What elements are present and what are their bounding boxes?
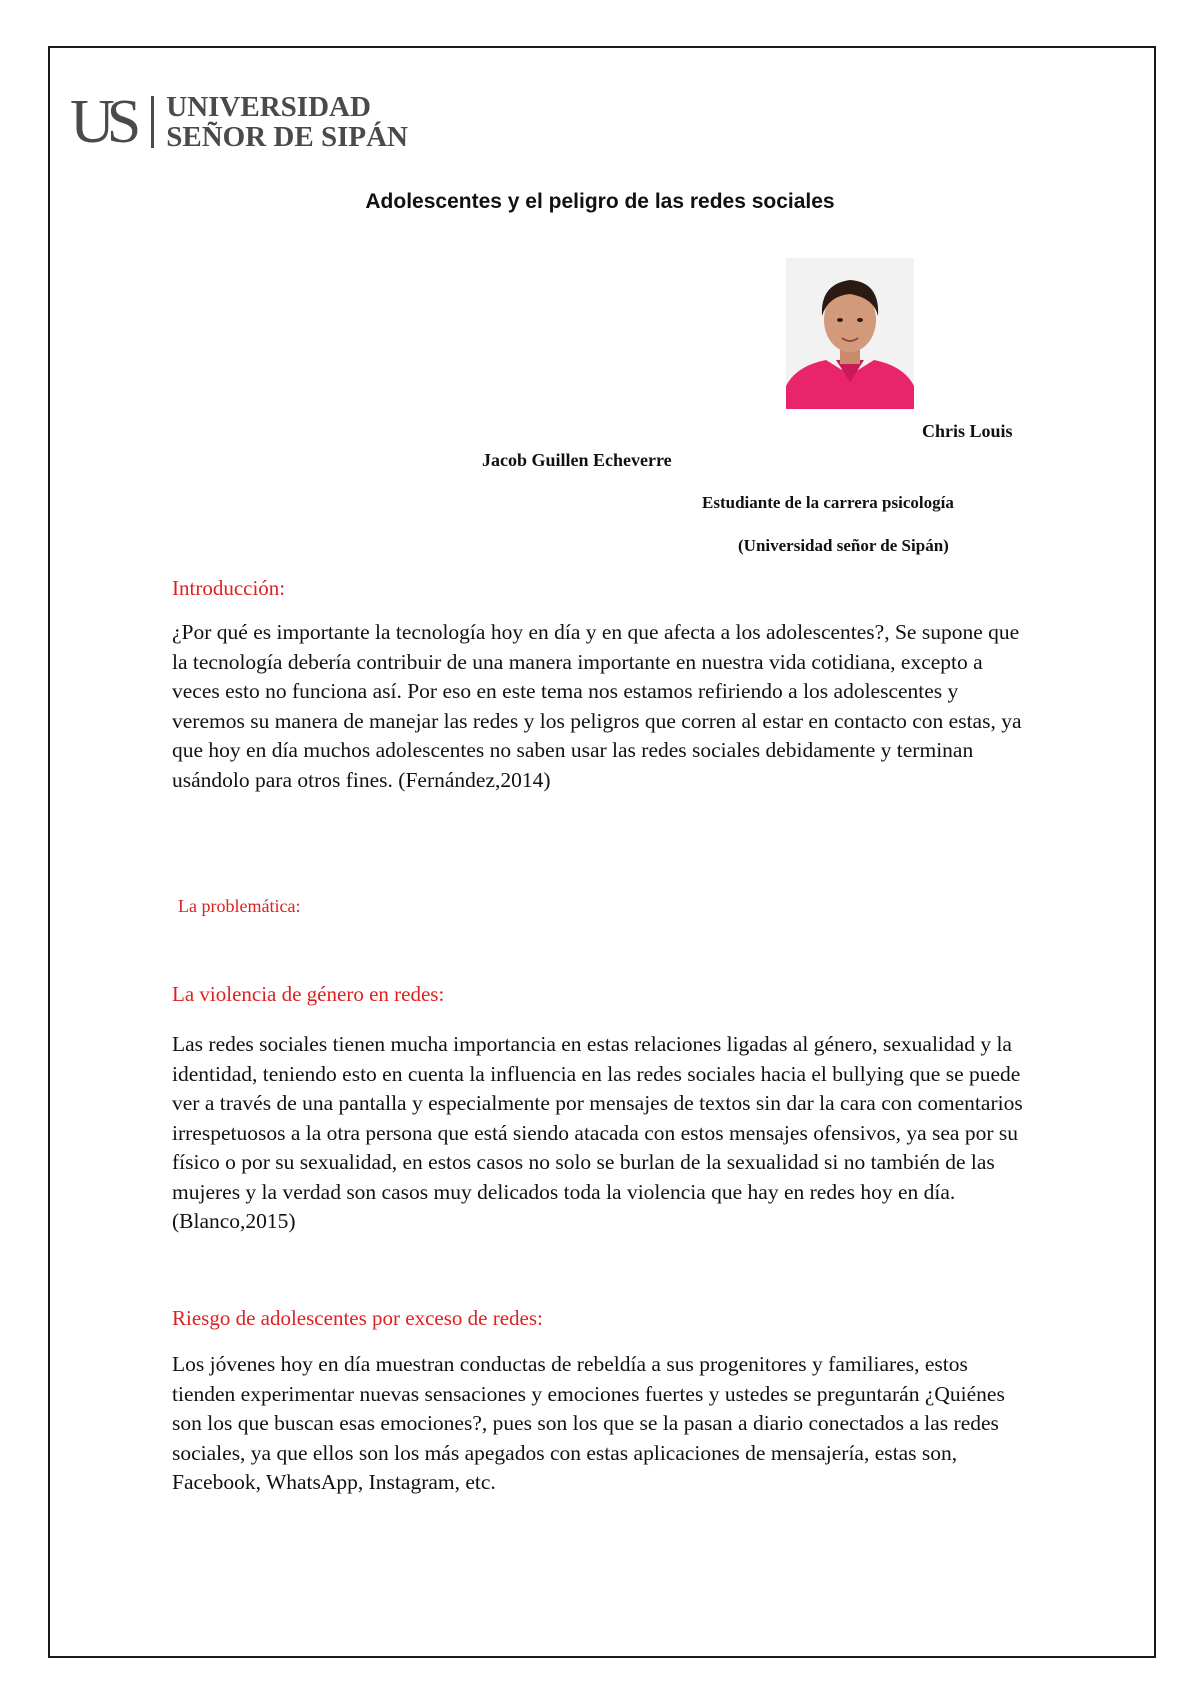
author-name-line-2: Jacob Guillen Echeverre <box>482 450 672 470</box>
problem-heading: La problemática: <box>178 896 301 916</box>
university-logo <box>70 88 408 156</box>
violence-paragraph: Las redes sociales tienen mucha importancia en estas relaciones ligadas al género, sexualidad y la identidad, teniendo esto en cuenta la influencia en las redes sociales hacia el bullying que se puede ver a través de una pantalla y especialmente por mensajes de textos sin dar la cara con comentarios irrespetuosos a la otra persona que está siendo atacada con estos mensajes ofensivos, ya sea por su físico o por su sexualidad, en estos casos no solo se burlan de la sexualidad si no también de las mujeres y la verdad son casos muy delicados toda la violencia que hay en redes hoy en día.(Blanco,2015) <box>172 1032 1023 1233</box>
intro-paragraph: ¿Por qué es importante la tecnología hoy en día y en que afecta a los adolescentes?, Se supone que la tecnología debería contribuir de una manera importante en nuestra vida cotidiana, excepto a veces esto no funciona así. Por eso en este tema nos estamos refiriendo a los adolescentes y veremos su manera de manejar las redes y los peligros que corren al estar en contacto con estas, ya que hoy en día muchos adolescentes no saben usar las redes sociales debidamente y terminan usándolo para otros fines. (Fernández,2014) <box>172 620 1022 792</box>
author-name-line-1: Chris Louis <box>922 421 1013 441</box>
logo-line-1: UNIVERSIDAD <box>166 91 371 123</box>
intro-heading: Introducción: <box>172 576 286 600</box>
logo-mark: US <box>70 88 134 156</box>
risk-paragraph: Los jóvenes hoy en día muestran conductas de rebeldía a sus progenitores y familiares, estos tienden experimentar nuevas sensaciones y emociones fuertes y ustedes se preguntarán ¿Quiénes son los que buscan esas emociones?, pues son los que se la pasan a diario conectados a las redes sociales, ya que ellos son los más apegados con estas aplicaciones de mensajería, estas son, Facebook, WhatsApp, Instagram, etc. <box>172 1352 1005 1494</box>
logo-text <box>166 92 408 152</box>
author-photo <box>786 258 914 409</box>
author-institution: (Universidad señor de Sipán) <box>738 536 949 555</box>
author-role: Estudiante de la carrera psicología <box>702 493 954 512</box>
logo-divider <box>151 96 154 148</box>
document-title: Adolescentes y el peligro de las redes sociales <box>365 190 835 213</box>
violence-heading: La violencia de género en redes: <box>172 982 445 1006</box>
risk-heading: Riesgo de adolescentes por exceso de redes: <box>172 1306 543 1330</box>
logo-line-2: SEÑOR DE SIPÁN <box>166 121 408 153</box>
author-portrait-image <box>786 258 914 409</box>
